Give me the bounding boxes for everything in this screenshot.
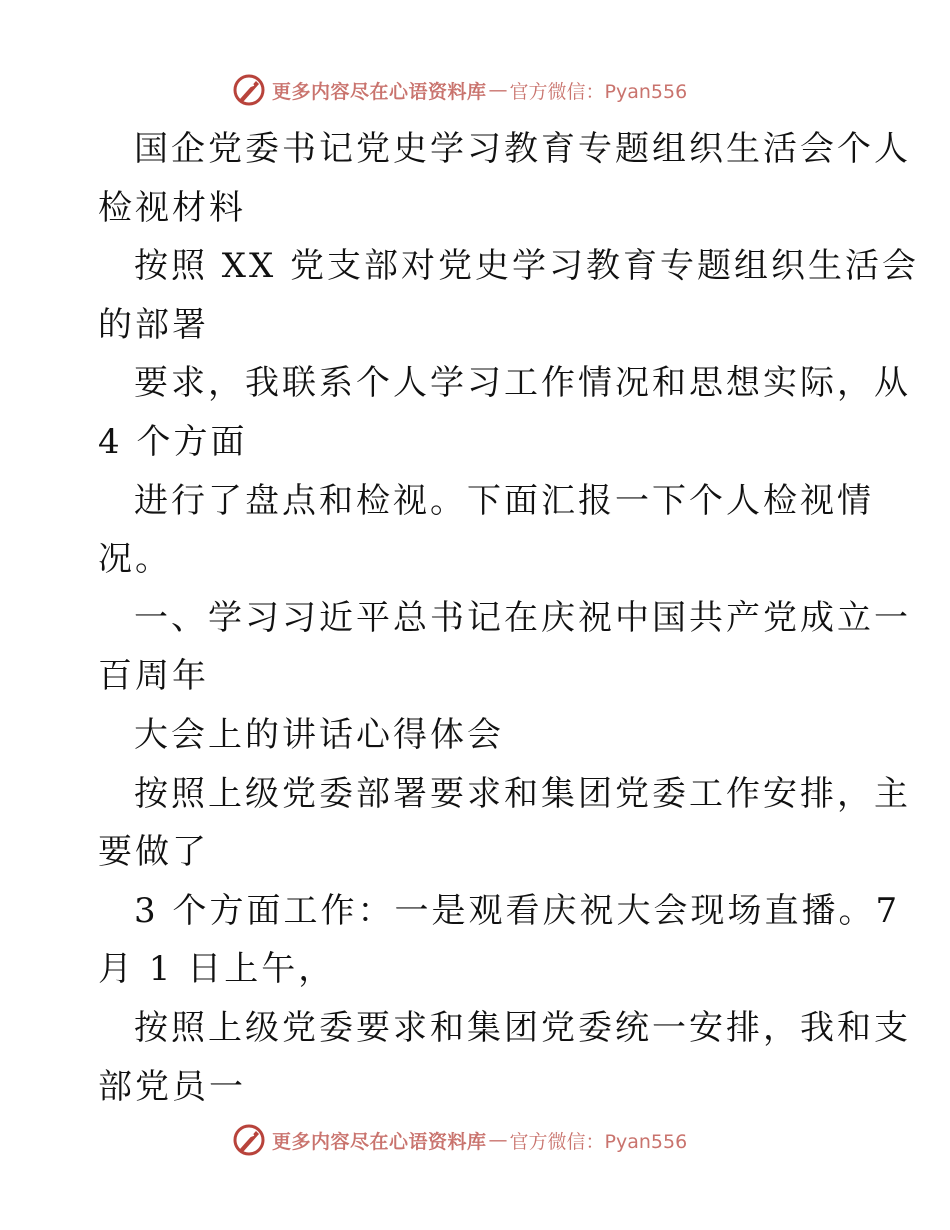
quill-logo-icon [232,1123,266,1157]
paragraph-line: 况。 [98,539,172,580]
watermark-wechat: 官方微信：Pyan556 [509,80,688,103]
paragraph-line: 大会上的讲话心得体会 [134,714,504,755]
watermark-separator: — [488,79,508,101]
watermark-text: 更多内容尽在心语资料库 [272,80,487,103]
paragraph-line: 百周年 [98,656,209,697]
paragraph-line: 国企党委书记党史学习教育专题组织生活会个人 [134,129,911,169]
header-watermark [232,72,687,108]
footer-watermark [232,1122,687,1158]
paragraph-line: 要做了 [98,832,209,873]
paragraph-line: 检视材料 [98,187,246,228]
paragraph-line: 4 个方面 [98,421,248,462]
paragraph-line: 按照 XX 党支部对党史学习教育专题组织生活会 [134,246,920,287]
watermark-separator: — [488,1129,508,1151]
watermark-text: 更多内容尽在心语资料库 [272,1130,487,1153]
paragraph-line: 一、学习习近平总书记在庆祝中国共产党成立一 [134,597,911,638]
paragraph-line: 进行了盘点和检视。下面汇报一下个人检视情 [134,480,874,521]
paragraph-line: 按照上级党委部署要求和集团党委工作安排，主 [134,773,911,814]
quill-logo-icon [232,73,266,107]
paragraph-line: 3 个方面工作：一是观看庆祝大会现场直播。7 [134,890,901,931]
paragraph-line: 部党员一 [98,1066,246,1107]
paragraph-line: 按照上级党委要求和集团党委统一安排，我和支 [134,1007,911,1048]
watermark-wechat: 官方微信：Pyan556 [509,1130,688,1153]
paragraph-line: 的部署 [98,304,209,345]
document-body [98,120,920,1116]
paragraph-line: 要求，我联系个人学习工作情况和思想实际，从 [134,363,911,404]
paragraph-line: 月 1 日上午， [98,949,336,990]
